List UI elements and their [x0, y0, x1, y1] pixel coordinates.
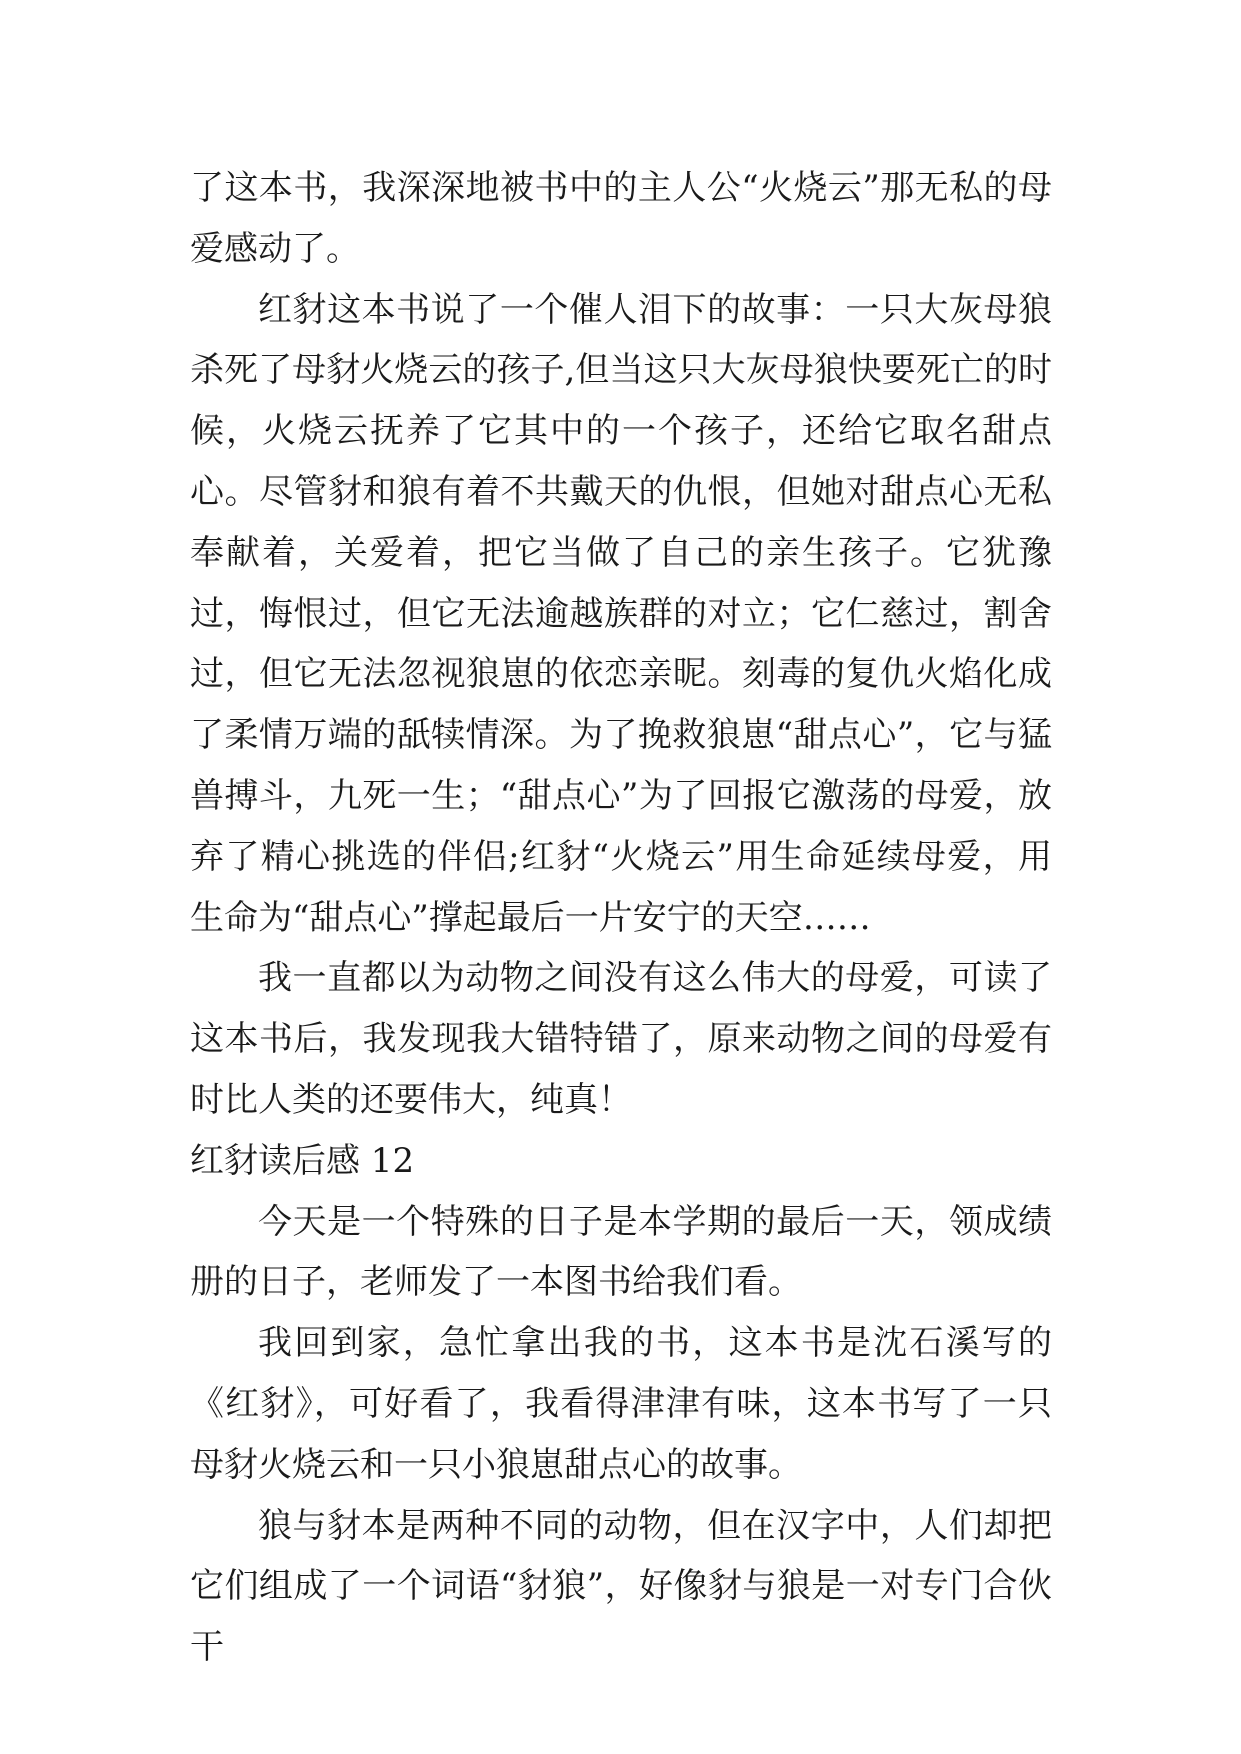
paragraph-6: 狼与豺本是两种不同的动物，但在汉字中，人们却把它们组成了一个词语“豺狼”，好像豺与狼是一对专门合伙干: [190, 1505, 1052, 1668]
document-body: [190, 158, 1052, 1678]
paragraph-3: 我一直都以为动物之间没有这么伟大的母爱，可读了这本书后，我发现我大错特错了，原来动物之间的母爱有时比人类的还要伟大，纯真！: [190, 958, 1052, 1120]
paragraph-4: 今天是一个特殊的日子是本学期的最后一天，领成绩册的日子，老师发了一本图书给我们看。: [190, 1201, 1052, 1303]
paragraph-2: 红豺这本书说了一个催人泪下的故事：一只大灰母狼杀死了母豺火烧云的孩子,但当这只大灰母狼快要死亡的时候，火烧云抚养了它其中的一个孩子，还给它取名甜点心。尽管豺和狼有着不共戴天的仇恨，但她对甜点心无私奉献着，关爱着，把它当做了自己的亲生孩子。它犹豫过，悔恨过，但它无法逾越族群的对立；它仁慈过，割舍过，但它无法忽视狼崽的依恋亲昵。刻毒的复仇火焰化成了柔情万端的舐犊情深。为了挽救狼崽“甜点心”，它与猛兽搏斗，九死一生；“甜点心”为了回报它激荡的母爱，放弃了精心挑选的伴侣;红豺“火烧云”用生命延续母爱，用生命为“甜点心”撑起最后一片安宁的天空……: [190, 289, 1052, 938]
paragraph-5: 我回到家，急忙拿出我的书，这本书是沈石溪写的《红豺》，可好看了，我看得津津有味，这本书写了一只母豺火烧云和一只小狼崽甜点心的故事。: [190, 1323, 1052, 1485]
paragraph-1: 了这本书，我深深地被书中的主人公“火烧云”那无私的母爱感动了。: [190, 168, 1052, 269]
section-heading: 红豺读后感 12: [190, 1140, 415, 1181]
